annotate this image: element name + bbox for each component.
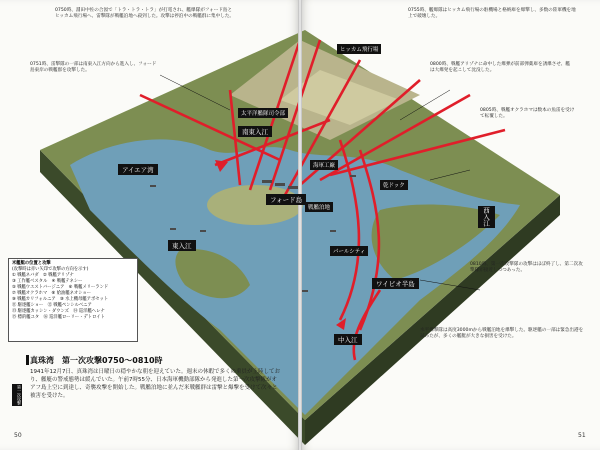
note-top-right: 0755時、艦爆隊はヒッカム飛行場の駐機場と格納庫を爆撃し、多数の陸軍機を地上で破壊した。 <box>408 8 576 19</box>
ship <box>170 228 176 230</box>
heading-bar <box>26 355 29 365</box>
legend-line: ⑦ 戦艦オクラホマ ⑧ 給油艦ネオショー <box>12 291 92 296</box>
label-ford-island: フォード島 <box>266 194 306 205</box>
label-drydock: 乾ドック <box>380 180 408 190</box>
label-aiea: アイエア湾 <box>118 164 158 175</box>
ship <box>288 186 298 189</box>
legend-line: ⑬ 駆逐艦カッシン・ダウンズ ⑭ 巡洋艦ヘレナ <box>12 309 105 314</box>
label-pearl-city: パールシティ <box>330 246 368 256</box>
legend-line: ⑤ 戦艦ウエストバージニア ⑥ 戦艦メリーランド <box>12 285 109 290</box>
legend-line: ⑨ 戦艦カリフォルニア ⑩ 水上機母艦アボセット <box>12 297 109 302</box>
ship-legend <box>8 258 138 342</box>
legend-title: 米艦艇の位置と攻撃 <box>12 261 51 266</box>
label-east-loch: 東入江 <box>168 240 196 251</box>
label-southeast-loch: 南東入江 <box>238 126 272 137</box>
note-mid-left: 0751時、雷撃隊の一部は南東入江方向から進入し、フォード島東岸の戦艦群を攻撃した。 <box>30 62 157 73</box>
ship <box>200 230 206 232</box>
note-top-left: 0750時、淵田中佐の合図で「トラ・トラ・トラ」が打電され、艦爆隊がフォード島とヒッカム飛行場へ、雷撃隊が戦艦泊地へ殺到した。攻撃は停泊中の戦艦群に集中した。 <box>55 8 235 19</box>
page-number-left: 50 <box>14 432 22 439</box>
section-title: 真珠湾 第一次攻撃0750～0810時 <box>30 356 163 365</box>
legend-line: (攻撃時は赤い矢印で攻撃の方向を示す) <box>12 267 89 272</box>
ship <box>275 183 285 186</box>
label-waipio: ワイピオ半島 <box>372 278 419 289</box>
legend-line: ⑪ 駆逐艦ショー ⑫ 戦艦ペンシルベニア <box>12 303 92 308</box>
label-middle-loch: 中入江 <box>334 334 362 345</box>
label-shipyard: 海軍工廠 <box>310 160 338 170</box>
page-number-right: 51 <box>578 432 586 439</box>
book-gutter <box>298 0 302 450</box>
label-naval-hq: 太平洋艦隊司令部 <box>238 108 288 118</box>
note-bottom-right: 水平爆撃隊は高度3000mから戦艦泊地を爆撃した。駆逐艦の一部は緊急出港を試みたが、多くの艦艇が大きな損害を受けた。 <box>420 328 584 339</box>
legend-line: ⑮ 標的艦ユタ ⑯ 巡洋艦ローリー・デトロイト <box>12 315 105 320</box>
label-west-loch: 西入江 <box>478 206 495 228</box>
note-right-c: 0810時、第一次攻撃隊の攻撃はほぼ終了し、第二次攻撃隊が接近しつつあった。 <box>470 262 583 273</box>
ship <box>350 175 356 177</box>
label-battleship-row: 戦艦泊地 <box>305 202 333 212</box>
note-right-b: 0805時、戦艦オクラホマは数本の魚雷を受けて転覆した。 <box>480 108 575 119</box>
ship <box>150 185 156 187</box>
ship <box>262 180 272 183</box>
note-right-a: 0800時、戦艦アリゾナに命中した爆弾が前部弾薬庫を誘爆させ、艦は大爆発を起こして沈没した。 <box>430 62 570 73</box>
label-hickam: ヒッカム飛行場 <box>337 44 381 54</box>
side-tab: 第一次攻撃 <box>12 384 22 406</box>
legend-line: ① 戦艦ネバダ ② 戦艦アリゾナ <box>12 273 74 278</box>
ship <box>330 230 336 232</box>
legend-line: ③ 工作艦ベスタル ④ 戦艦テネシー <box>12 279 83 284</box>
section-body: 1941年12月7日、真珠湾は日曜日の穏やかな朝を迎えていた。週末の休暇で多くの乗員が上陸しており、艦艇の警戒態勢は緩んでいた。午前7時55分、日本海軍機動部隊から発進した第一次攻撃隊がオアフ島上空に到達し、奇襲攻撃を開始した。戦艦泊地に並んだ米戦艦群は雷撃と爆撃を受けて次々と被害を受けた。 <box>30 369 280 399</box>
